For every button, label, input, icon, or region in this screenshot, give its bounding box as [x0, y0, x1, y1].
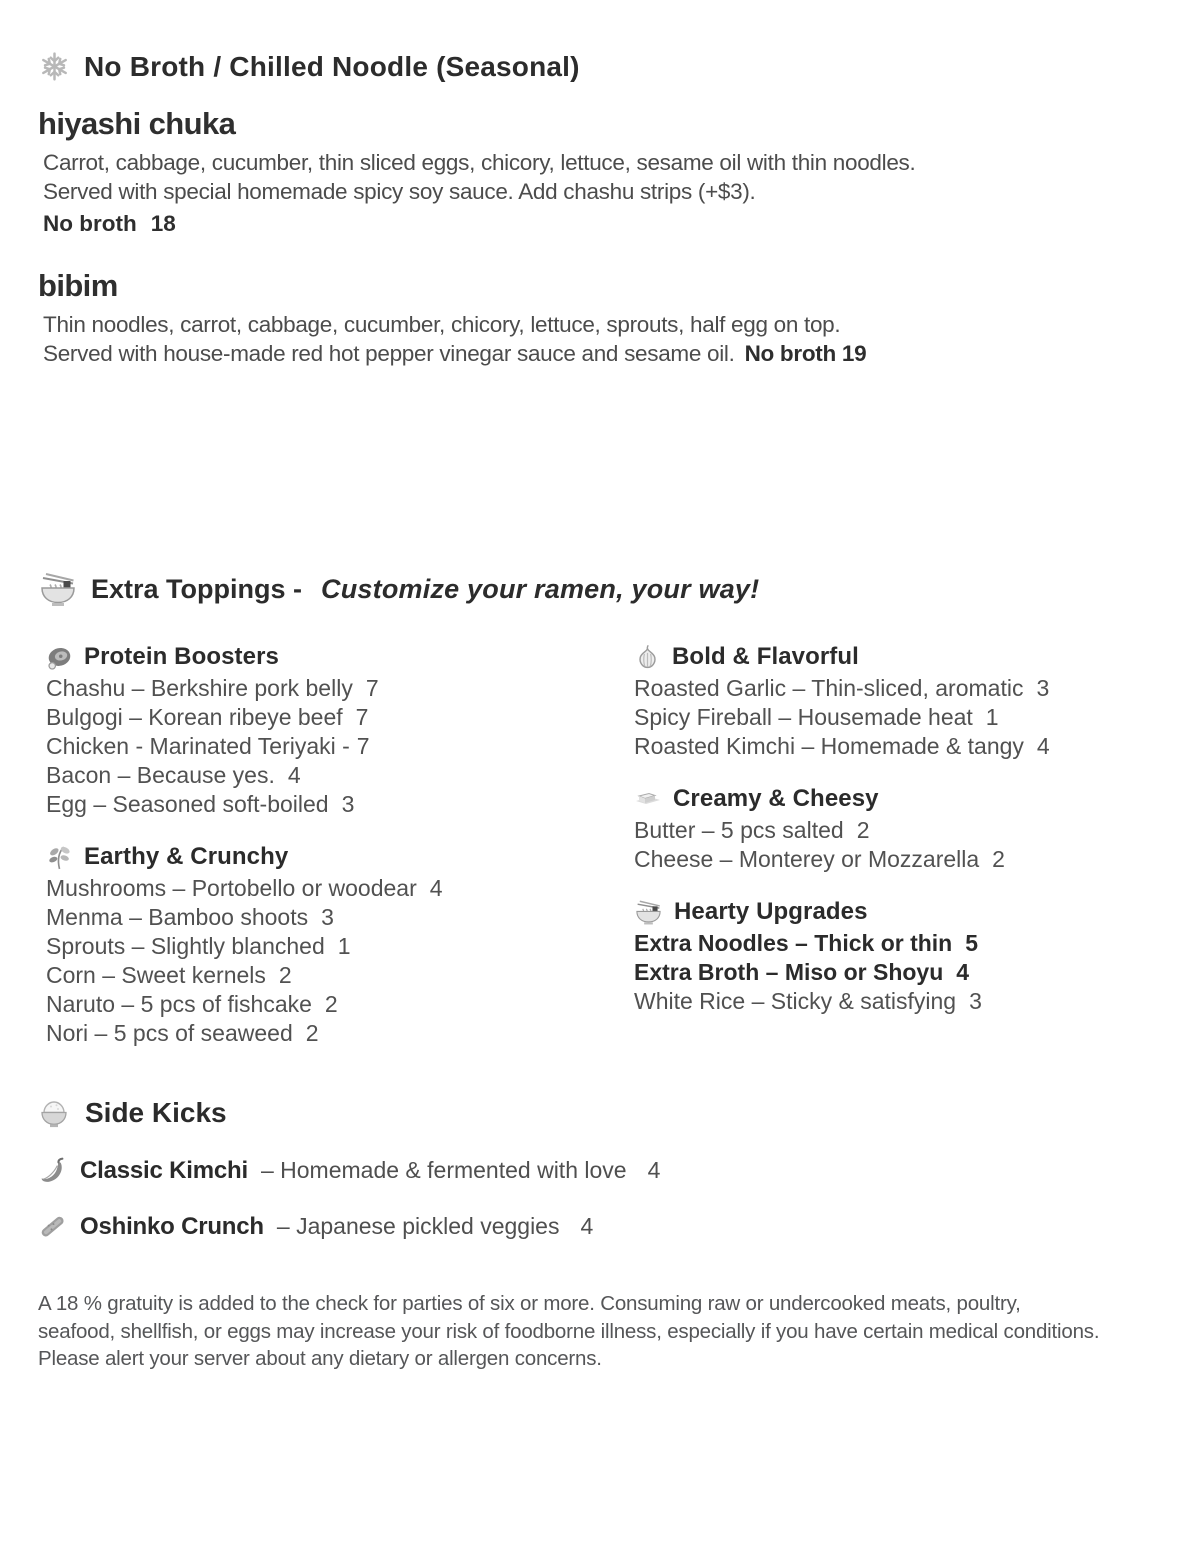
dish-price-line [43, 211, 1162, 237]
topping-item: Bacon – Because yes. 4 [46, 762, 301, 788]
dish-name: hiyashi chuka [38, 106, 236, 141]
topping-item: Roasted Kimchi – Homemade & tangy 4 [634, 733, 1050, 759]
side-kicks-header [38, 1097, 1162, 1129]
group-header [46, 843, 634, 871]
price-value: 7 [365, 675, 379, 701]
ramen-bowl-icon [634, 899, 663, 926]
group-title: Hearty Upgrades [674, 898, 868, 925]
extra-toppings-tagline: Customize your ramen, your way! [321, 574, 760, 604]
side-item-classic-kimchi [38, 1156, 1162, 1185]
pepper-icon [38, 1156, 67, 1185]
price-value: 3 [969, 988, 982, 1014]
dish-description: Thin noodles, carrot, cabbage, cucumber, chicory, lettuce, sprouts, half egg on top. Served with house-made red hot pepper vinegar sauce and sesame oil. No broth 19 [43, 312, 867, 366]
gratuity-allergen-disclaimer: A 18 % gratuity is added to the check for parties of six or more. Consuming raw or undercooked meats, poultry, seafood, shellfish, or eggs may increase your risk of foodborne illness, especially if you have certain medical conditions. Please alert your server about any dietary or allergen concerns. [38, 1292, 1100, 1370]
price-value: 4 [429, 875, 443, 901]
price-value: 2 [992, 846, 1005, 872]
price-value: 2 [856, 817, 870, 843]
section-extra-toppings [38, 571, 1162, 1048]
price-value: 19 [841, 340, 867, 366]
topping-item: Menma – Bamboo shoots 3 [46, 904, 334, 930]
group-header [634, 898, 1162, 926]
topping-item: Extra Noodles – Thick or thin 5 [634, 930, 979, 956]
topping-item: Chicken - Marinated Teriyaki - 7 [46, 733, 370, 759]
meat-icon [46, 644, 73, 671]
topping-item: Butter – 5 pcs salted 2 [634, 817, 870, 843]
price-value: 5 [965, 930, 979, 956]
toppings-group-earthy-crunchy [46, 843, 634, 1048]
price-value: 18 [150, 211, 176, 236]
price-value: 2 [278, 962, 292, 988]
price-value: 7 [355, 704, 369, 730]
topping-item: White Rice – Sticky & satisfying 3 [634, 988, 982, 1014]
section-side-kicks [38, 1097, 1162, 1241]
price-value: 3 [1036, 675, 1050, 701]
dish-name: bibim [38, 268, 118, 303]
page-title: No Broth / Chilled Noodle (Seasonal) [84, 50, 580, 82]
price-value: 4 [956, 959, 970, 985]
topping-item: Naruto – 5 pcs of fishcake 2 [46, 991, 338, 1017]
menu-item-hiyashi-chuka [38, 106, 1162, 237]
price-value: 1 [985, 704, 999, 730]
topping-item: Cheese – Monterey or Mozzarella 2 [634, 846, 1005, 872]
group-header [46, 643, 634, 671]
side-item-description: – Homemade & fermented with love [260, 1157, 627, 1183]
side-item-description: – Japanese pickled veggies [276, 1213, 560, 1239]
topping-item: Spicy Fireball – Housemade heat 1 [634, 704, 999, 730]
topping-item: Corn – Sweet kernels 2 [46, 962, 292, 988]
group-header [634, 643, 1162, 671]
price-value: 3 [321, 904, 334, 930]
topping-item: Sprouts – Slightly blanched 1 [46, 933, 351, 959]
toppings-columns [38, 643, 1162, 1048]
topping-item: Mushrooms – Portobello or woodear 4 [46, 875, 443, 901]
price-value: 2 [324, 991, 338, 1017]
dish-description: Carrot, cabbage, cucumber, thin sliced eggs, chicory, lettuce, sesame oil with thin noodles. Served with special homemade spicy soy sauce. Add chashu strips (+$3). [43, 150, 916, 204]
snowflake-icon [38, 50, 71, 83]
garlic-icon [634, 644, 661, 671]
toppings-group-creamy-cheesy [634, 785, 1162, 874]
toppings-column-right [634, 643, 1162, 1048]
topping-item: Extra Broth – Miso or Shoyu 4 [634, 959, 970, 985]
price-value: 4 [287, 762, 301, 788]
topping-item: Chashu – Berkshire pork belly 7 [46, 675, 379, 701]
menu-item-bibim [38, 268, 1162, 368]
side-item-name: Oshinko Crunch [80, 1212, 264, 1240]
butter-icon [634, 787, 662, 811]
group-title: Earthy & Crunchy [84, 843, 289, 870]
price-value: 4 [1036, 733, 1050, 759]
topping-item: Nori – 5 pcs of seaweed 2 [46, 1020, 319, 1046]
price-value: 4 [647, 1157, 661, 1183]
topping-item: Roasted Garlic – Thin-sliced, aromatic 3 [634, 675, 1050, 701]
price-value: 7 [356, 733, 370, 759]
toppings-group-hearty-upgrades [634, 898, 1162, 1016]
group-title: Creamy & Cheesy [673, 785, 879, 812]
topping-item: Bulgogi – Korean ribeye beef 7 [46, 704, 369, 730]
toppings-group-bold-flavorful [634, 643, 1162, 761]
toppings-group-protein-boosters [46, 643, 634, 819]
section-no-broth-header [38, 50, 1162, 83]
toppings-column-left [46, 643, 634, 1048]
topping-item: Egg – Seasoned soft-boiled 3 [46, 791, 355, 817]
price-label: No broth [43, 211, 137, 236]
price-label: No broth [744, 340, 836, 366]
group-header [634, 785, 1162, 813]
price-value: 1 [337, 933, 351, 959]
extra-toppings-title: Extra Toppings - [91, 574, 303, 604]
side-item-name: Classic Kimchi [80, 1156, 248, 1184]
price-value: 2 [305, 1020, 319, 1046]
section-no-broth [38, 50, 1162, 368]
price-value: 4 [580, 1213, 594, 1239]
cucumber-icon [38, 1212, 67, 1241]
side-item-oshinko-crunch [38, 1212, 1162, 1241]
rice-bowl-icon [38, 1098, 70, 1129]
herb-icon [46, 844, 73, 871]
side-kicks-title: Side Kicks [85, 1097, 227, 1128]
price-value: 3 [341, 791, 355, 817]
extra-toppings-header [38, 571, 1162, 608]
group-title: Protein Boosters [84, 643, 279, 670]
group-title: Bold & Flavorful [672, 643, 859, 670]
ramen-bowl-icon [38, 571, 78, 608]
